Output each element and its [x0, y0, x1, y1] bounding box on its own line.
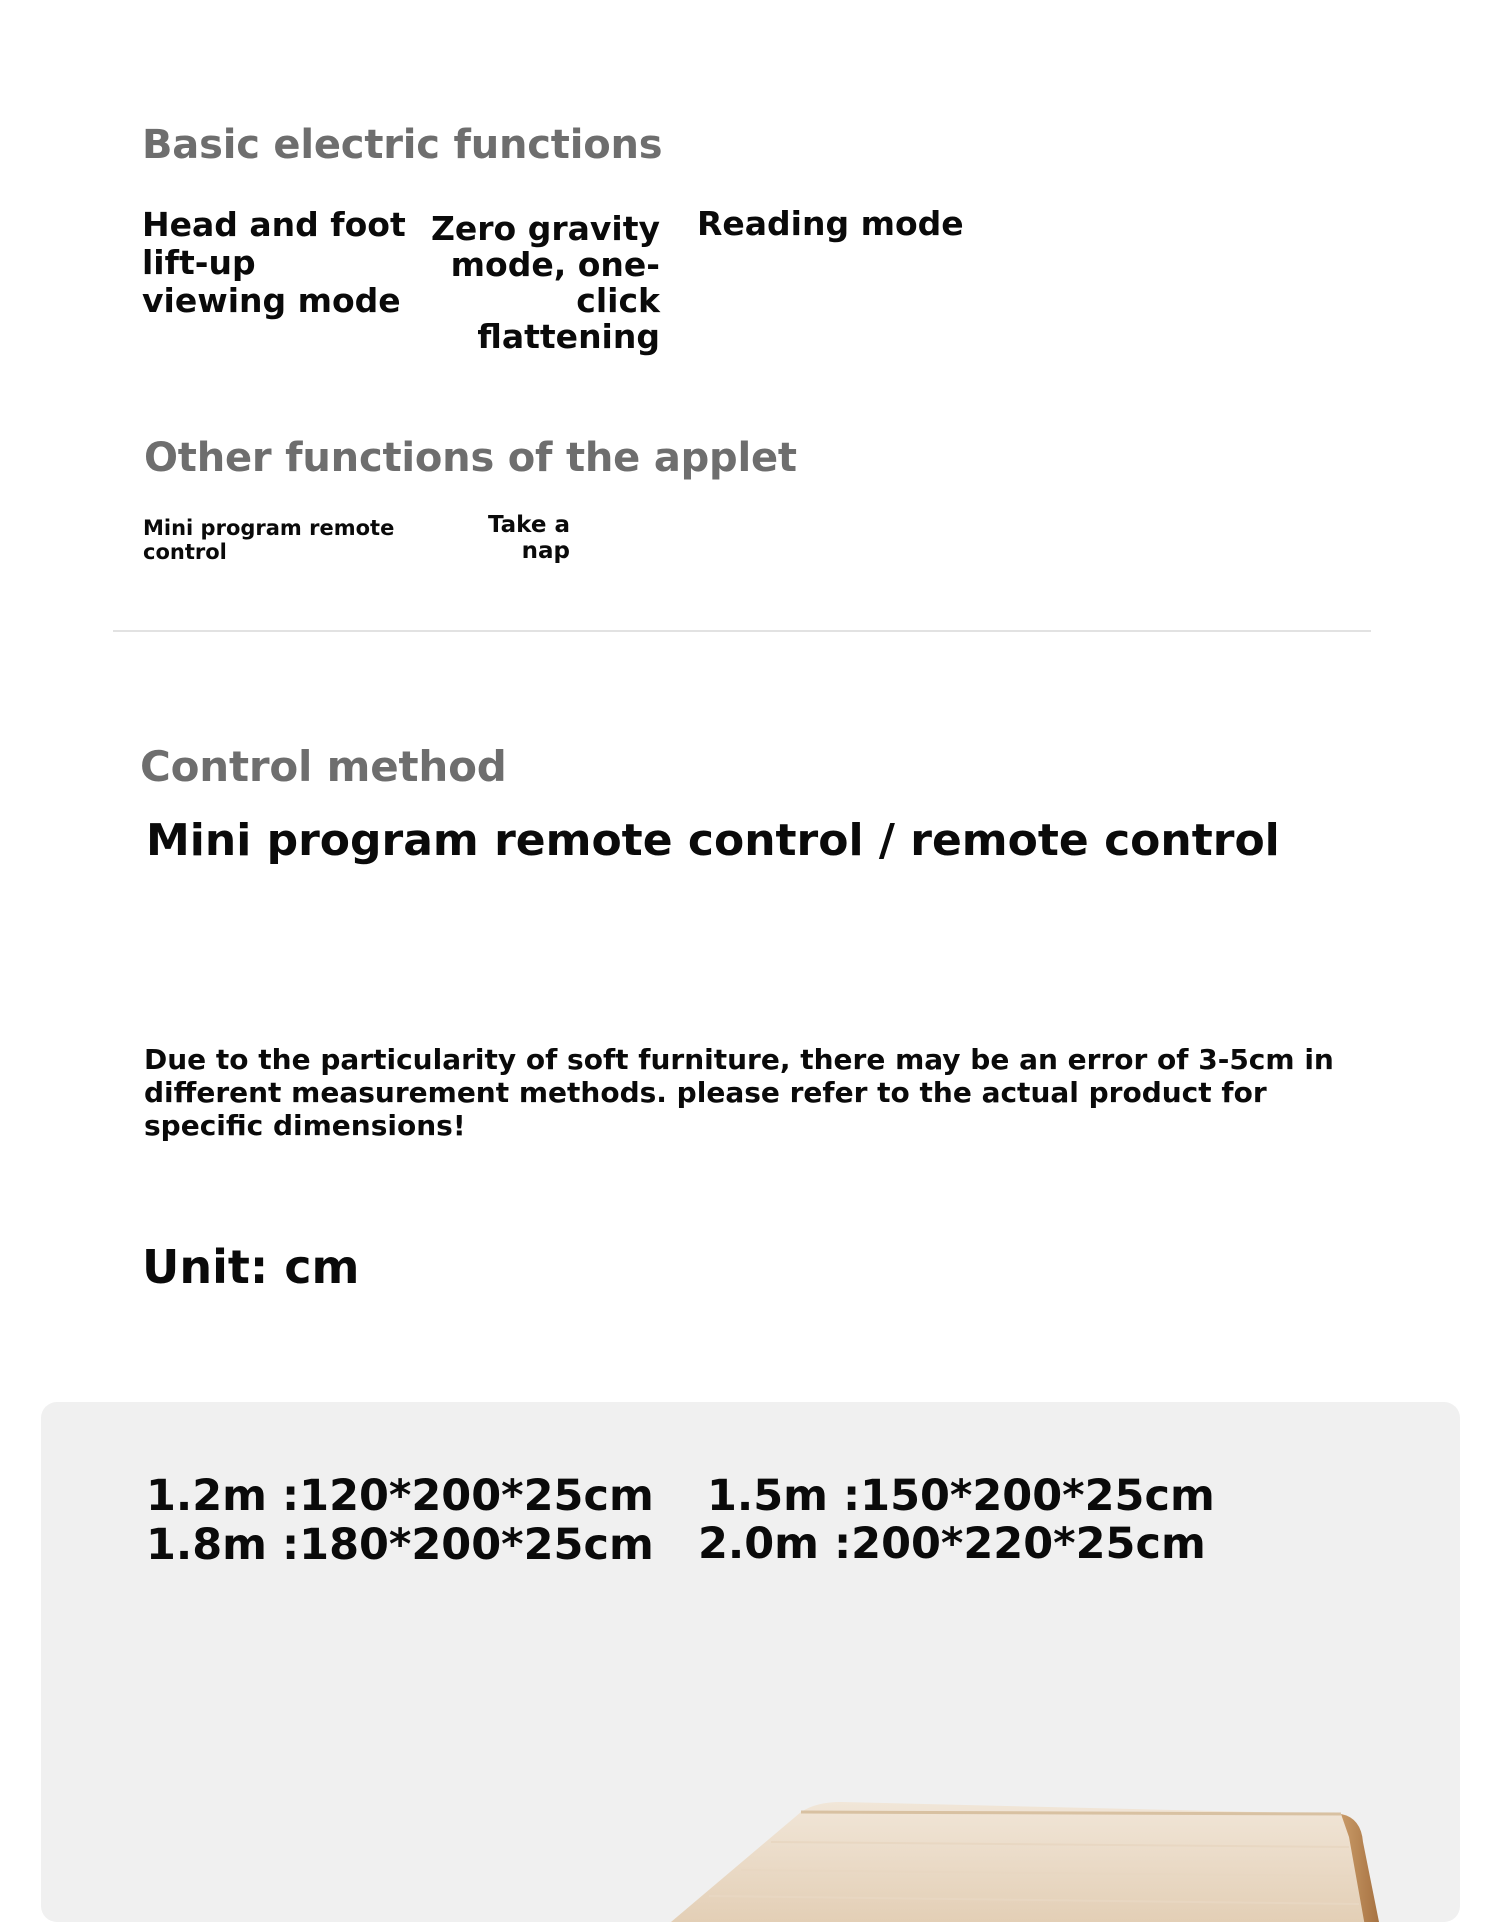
unit-label: Unit: cm	[142, 1240, 360, 1294]
size-1-2m: 1.2m :120*200*25cm	[146, 1471, 654, 1521]
applet-item-line: Take a	[487, 512, 570, 538]
measurement-note	[144, 1043, 1334, 1142]
feature-line: lift-up	[142, 243, 256, 282]
feature-line: mode, one-click	[450, 245, 660, 320]
note-line: specific dimensions!	[144, 1109, 466, 1142]
feature-head-foot-lift	[142, 206, 406, 320]
control-method-value: Mini program remote control / remote control	[146, 815, 1280, 866]
note-line: different measurement methods. please refer to the actual product for	[144, 1076, 1267, 1109]
applet-item-nap	[460, 512, 570, 564]
control-method-title: Control method	[140, 742, 507, 791]
size-1-5m: 1.5m :150*200*25cm	[707, 1471, 1215, 1521]
feature-reading-mode	[697, 205, 964, 243]
feature-line: Zero gravity	[430, 209, 660, 248]
feature-line: Reading mode	[697, 204, 964, 243]
applet-item-line: nap	[521, 538, 570, 564]
section-divider	[113, 630, 1371, 632]
feature-zero-gravity	[395, 211, 660, 355]
feature-line: Head and foot	[142, 205, 406, 244]
applet-item-line: Mini program remote	[143, 516, 395, 540]
size-2-0m: 2.0m :200*220*25cm	[698, 1519, 1206, 1569]
applet-item-remote-control	[143, 516, 394, 564]
dimensions-panel	[41, 1402, 1460, 1922]
feature-line: viewing mode	[142, 281, 401, 320]
basic-functions-title: Basic electric functions	[142, 122, 663, 168]
note-line: Due to the particularity of soft furniture, there may be an error of 3-5cm in	[144, 1043, 1334, 1076]
applet-functions-title: Other functions of the applet	[144, 435, 797, 481]
size-1-8m: 1.8m :180*200*25cm	[146, 1520, 654, 1570]
feature-line: flattening	[477, 317, 660, 356]
applet-item-line: control	[143, 540, 227, 564]
mattress-image	[641, 1792, 1401, 1922]
